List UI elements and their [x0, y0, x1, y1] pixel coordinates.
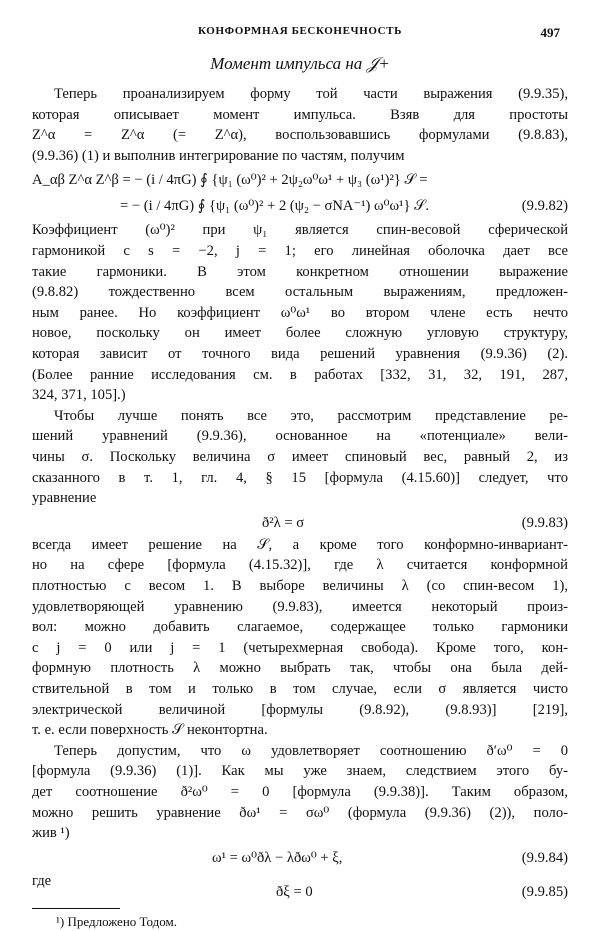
text-line: Теперь проанализируем форму той части выражения (9.9.35), [54, 86, 568, 102]
text-line: с j = 0 или j = 1 (четырехмерная свобода). Кроме того, кон- [32, 639, 568, 656]
text-line: шений уравнений (9.9.36), основанное на «потенциале» вели- [32, 428, 568, 445]
equation-9-9-82-line2: = − (i / 4πG) ∮ {ψ₁ (ω⁰)² + 2 (ψ₂ − σNA⁻¹) ω⁰ω¹} 𝒮. [120, 198, 430, 215]
text-line: 324, 371, 105].) [32, 387, 126, 404]
text-line: формную плотность λ можно выбрать так, чтобы она была дей- [32, 660, 568, 677]
equation-9-9-84: ω¹ = ω⁰ðλ − λðω⁰ + ξ, [212, 849, 343, 866]
running-header [0, 25, 600, 43]
where-word: где [32, 872, 52, 889]
text-line: ным ранее. Но коэффициент ω⁰ω¹ во втором члене есть нечто [32, 304, 568, 321]
running-header-title: КОНФОРМНАЯ БЕСКОНЕЧНОСТЬ [197, 25, 402, 37]
text-line: уравнение [32, 490, 97, 507]
text-line: (9.8.82) тождественно всем остальным выражениям, предложен- [32, 284, 568, 301]
text-line: ствительной в том и только в том случае, если σ является чисто [32, 681, 568, 697]
text-line: сказанного в т. 1, гл. 4, § 15 [формула (4.15.60)] следует, что [32, 469, 568, 486]
equation-9-9-83: ð²λ = σ [262, 514, 305, 531]
footnote-rule [32, 908, 120, 909]
text-line: т. е. если поверхность 𝒮 неконтортна. [32, 722, 268, 739]
text-line: Коэффициент (ω⁰)² при ψ₁ является спин-весовой сферической [32, 222, 568, 239]
text-line: дет соотношение ð²ω⁰ = 0 [формула (9.9.38)]. Таким образом, [32, 784, 568, 800]
text-line: вол: можно добавить слагаемое, содержащее только гармоники [32, 619, 568, 636]
text-line: Z^α = Z^α (= Z^α), воспользовавшись формулами (9.8.83), [32, 127, 568, 144]
footnote: ¹) Предложено Тодом. [56, 913, 177, 929]
equation-number: (9.9.83) [521, 514, 568, 531]
text-line: Теперь допустим, что ω удовлетворяет соотношению ð′ω⁰ = 0 [54, 742, 568, 759]
text-line: электрической величиной [формулы (9.8.92), (9.8.93)] [219], [32, 701, 568, 718]
equation-9-9-82-line1: A_αβ Z^α Z^β = − (i / 4πG) ∮ {ψ₁ (ω⁰)² + 2ψ₂ω⁰ω¹ + ψ₃ (ω¹)²} 𝒮 = [32, 172, 428, 189]
text-line: можно решить уравнение ðω¹ = σω⁰ (формула (9.9.36) (2)), поло- [32, 804, 568, 821]
text-line: которая зависит от точного вида решений уравнения (9.9.36) (2). [32, 346, 568, 362]
text-line: Чтобы лучше понять все это, рассмотрим представление ре- [54, 407, 568, 424]
text-line: жив ¹) [32, 825, 70, 842]
text-line: (9.9.36) (1) и выполнив интегрирование по частям, получим [32, 147, 405, 164]
section-title: Момент импульса на 𝒥+ [210, 54, 390, 73]
text-line: гармоникой с s = −2, j = 1; его линейная оболочка дает все [32, 243, 568, 259]
equation-number: (9.9.85) [521, 883, 568, 900]
page-number: 497 [540, 25, 560, 40]
equation-number: (9.9.82) [521, 198, 568, 215]
equation-number: (9.9.84) [521, 849, 568, 866]
text-line: которая описывает момент импульса. Взяв для простоты [32, 106, 568, 123]
text-line: всегда имеет решение на 𝒮, а кроме того конформно-инвариант- [32, 536, 568, 553]
text-line: плотностью с весом 1. В выборе величины λ (со спин-весом 1), [32, 578, 568, 594]
text-line: удовлетворяющей уравнению (9.9.83), имеется некоторый произ- [32, 598, 568, 615]
equation-9-9-85: ðξ = 0 [276, 883, 313, 900]
text-line: новое, поскольку он имеет более сложную угловую структуру, [32, 325, 568, 342]
text-line: но на сфере [формула (4.15.32)], где λ считается конформной [32, 557, 568, 574]
text-line: (Более ранние исследования см. в работах [332, 31, 32, 191, 287, [32, 366, 568, 383]
text-line: чины σ. Поскольку величина σ имеет спиновый вес, равный 2, из [32, 449, 568, 465]
text-line: [формула (9.9.36) (1)]. Как мы уже знаем, следствием этого бу- [32, 763, 568, 780]
text-line: такие гармоники. В этом конкретном отношении выражение [32, 263, 568, 280]
